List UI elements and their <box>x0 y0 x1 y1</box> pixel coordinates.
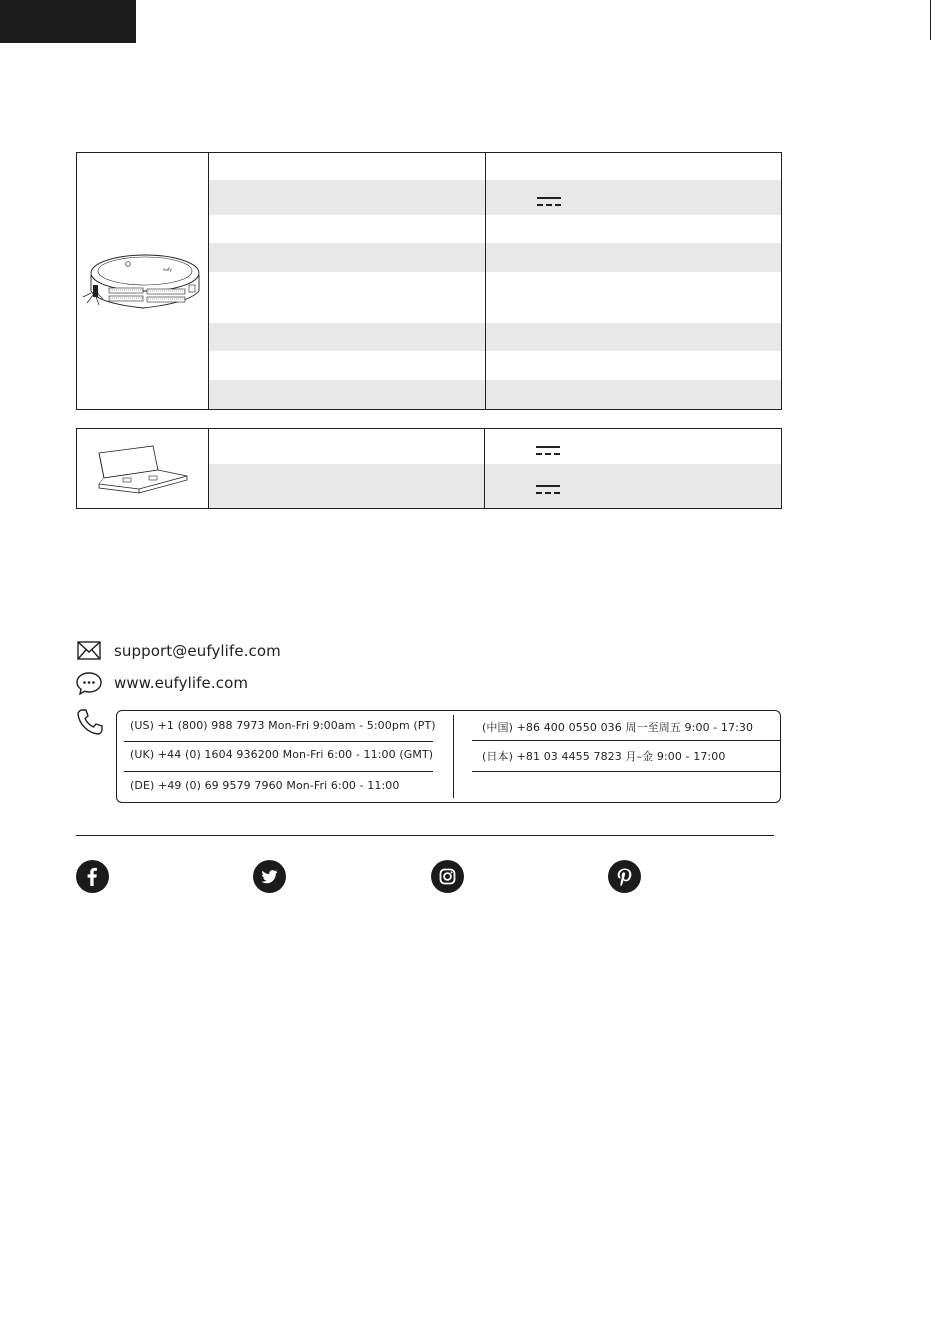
footer-rule <box>76 835 774 836</box>
spec-row <box>208 429 781 464</box>
charging-base-image-cell <box>77 429 209 508</box>
phone-icon <box>76 708 104 736</box>
charging-base-illustration <box>77 429 208 508</box>
twitter-icon[interactable] <box>253 860 286 893</box>
phone-row-separator <box>124 741 433 742</box>
spec-row <box>208 153 781 180</box>
robot-vacuum-illustration <box>77 153 208 409</box>
charging-base-spec-table <box>76 428 782 509</box>
spec-row <box>208 272 781 323</box>
dc-symbol-icon <box>536 485 560 495</box>
phone-box-divider <box>453 715 454 798</box>
facebook-icon[interactable] <box>76 860 109 893</box>
spec-row <box>208 380 781 409</box>
crop-mark <box>930 0 931 40</box>
dc-symbol-icon <box>536 446 560 456</box>
corner-tab <box>0 0 136 43</box>
dc-symbol-icon <box>537 197 561 207</box>
instagram-icon[interactable] <box>431 860 464 893</box>
spec-row <box>208 351 781 380</box>
chat-bubble-icon <box>76 670 102 696</box>
envelope-icon <box>76 638 102 664</box>
website-link[interactable]: www.eufylife.com <box>114 674 249 692</box>
column-divider <box>484 429 485 508</box>
phone-us[interactable]: (US) +1 (800) 988 7973 Mon-Fri 9:00am - 5:00pm (PT) <box>130 719 436 732</box>
robot-image-cell <box>77 153 209 409</box>
phone-de[interactable]: (DE) +49 (0) 69 9579 7960 Mon-Fri 6:00 - 11:00 <box>130 779 400 792</box>
support-email-link[interactable]: support@eufylife.com <box>114 642 281 660</box>
pinterest-icon[interactable] <box>608 860 641 893</box>
robot-spec-table <box>76 152 782 410</box>
phone-row-separator <box>124 771 433 772</box>
spec-row <box>208 464 781 508</box>
email-line <box>76 638 281 664</box>
spec-row <box>208 180 781 215</box>
phone-row-separator <box>472 771 781 772</box>
phone-row-separator <box>472 740 781 741</box>
phone-numbers-box <box>116 710 781 803</box>
phone-cn[interactable]: (中国) +86 400 0550 036 周一至周五 9:00 - 17:30 <box>482 721 754 734</box>
phone-uk[interactable]: (UK) +44 (0) 1604 936200 Mon-Fri 6:00 - 11:00 (GMT) <box>130 748 434 761</box>
spec-row <box>208 243 781 272</box>
column-divider <box>485 153 486 409</box>
spec-row <box>208 215 781 243</box>
spec-row <box>208 323 781 351</box>
svg-text:eufy: eufy <box>163 267 172 272</box>
website-line <box>76 670 248 696</box>
phone-jp[interactable]: (日本) +81 03 4455 7823 月–金 9:00 - 17:00 <box>482 750 726 763</box>
